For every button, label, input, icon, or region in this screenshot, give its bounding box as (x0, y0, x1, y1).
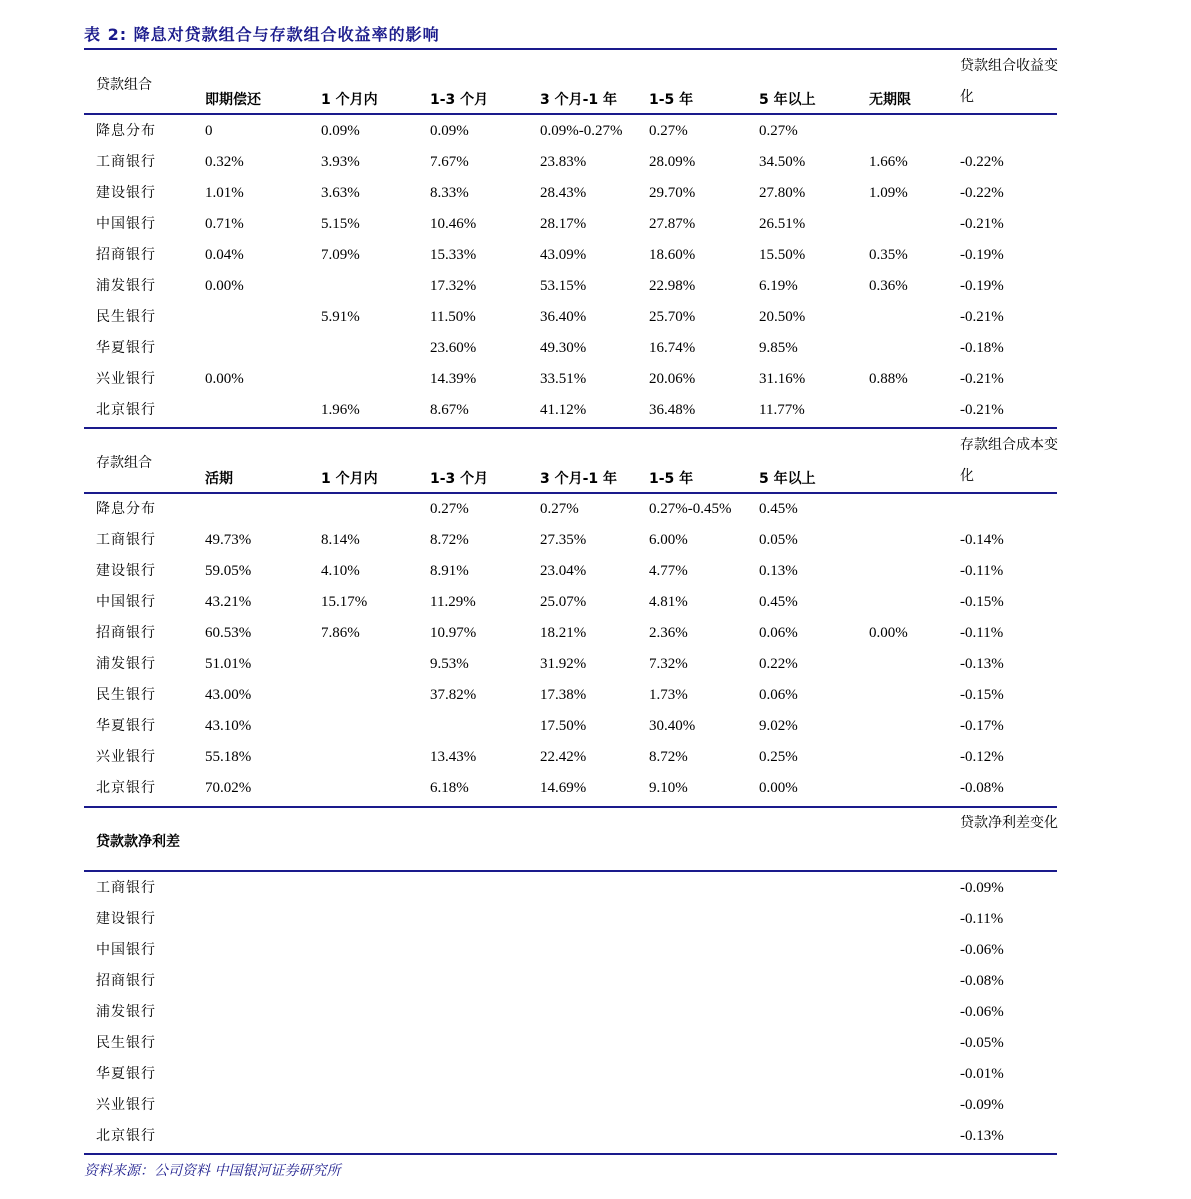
table-cell: 7.67% (430, 154, 469, 170)
table-cell: 30.40% (649, 718, 696, 734)
deposit-header-col: 活期 (205, 471, 233, 487)
table-cell: 49.30% (540, 340, 587, 356)
table-cell: 41.12% (540, 402, 587, 418)
row-label: 兴业银行 (96, 371, 156, 387)
row-label: 浦发银行 (96, 278, 156, 294)
table-cell: 0.27%-0.45% (649, 501, 732, 517)
table-cell: 16.74% (649, 340, 696, 356)
loan-header-col: 即期偿还 (205, 92, 261, 108)
table-cell: 23.04% (540, 563, 587, 579)
table-title: 表 2: 降息对贷款组合与存款组合收益率的影响 (84, 25, 440, 44)
table-cell: 20.06% (649, 371, 696, 387)
table-cell: 15.17% (321, 594, 368, 610)
table-cell: 11.50% (430, 309, 476, 325)
row-label: 招商银行 (96, 247, 156, 263)
deposit-cost-change-header: 存款组合成本变化 (960, 437, 1058, 484)
deposit-section-label: 存款组合 (96, 455, 152, 471)
table-cell: 0.45% (759, 501, 798, 517)
row-label: 建设银行 (96, 563, 156, 579)
table-cell: 29.70% (649, 185, 696, 201)
table-cell: -0.06% (960, 1004, 1004, 1020)
row-label: 北京银行 (96, 402, 156, 418)
table-cell: 3.93% (321, 154, 360, 170)
table-cell: 70.02% (205, 780, 252, 796)
row-label: 华夏银行 (96, 718, 156, 734)
table-cell: 18.21% (540, 625, 587, 641)
table-cell: 7.86% (321, 625, 360, 641)
table-cell: 2.36% (649, 625, 688, 641)
table-cell: 0.71% (205, 216, 244, 232)
table-cell: 43.10% (205, 718, 252, 734)
row-label: 中国银行 (96, 594, 156, 610)
table-cell: 27.35% (540, 532, 587, 548)
table-row (84, 556, 1057, 587)
table-cell: -0.08% (960, 780, 1004, 796)
table-row (84, 618, 1057, 649)
table-cell: 43.09% (540, 247, 587, 263)
table-row (84, 680, 1057, 711)
loan-header-col: 1-3 个月 (430, 92, 489, 108)
table-cell: 1.73% (649, 687, 688, 703)
table-cell: -0.09% (960, 880, 1004, 896)
table-cell: -0.12% (960, 749, 1004, 765)
row-label: 兴业银行 (96, 749, 156, 765)
row-label: 浦发银行 (96, 1004, 156, 1020)
table-cell: 0.00% (205, 371, 244, 387)
deposit-header-col: 1 个月内 (321, 471, 378, 487)
table-cell: 33.51% (540, 371, 587, 387)
table-cell: 9.85% (759, 340, 798, 356)
table-cell: 27.87% (649, 216, 696, 232)
table-cell: 20.50% (759, 309, 806, 325)
deposit-bottom-rule (84, 806, 1057, 808)
table-cell: 34.50% (759, 154, 806, 170)
table-cell: -0.06% (960, 942, 1004, 958)
loan-header-rule (84, 113, 1057, 115)
table-cell: 9.02% (759, 718, 798, 734)
table-cell: 8.14% (321, 532, 360, 548)
table-cell: -0.09% (960, 1097, 1004, 1113)
table-cell: 59.05% (205, 563, 252, 579)
table-cell: -0.08% (960, 973, 1004, 989)
table-cell: -0.17% (960, 718, 1004, 734)
row-label: 建设银行 (96, 185, 156, 201)
table-cell: 0.27% (759, 123, 798, 139)
table-cell: -0.18% (960, 340, 1004, 356)
table-cell: 23.60% (430, 340, 477, 356)
loan-bottom-rule (84, 427, 1057, 429)
table-cell: 0.88% (869, 371, 908, 387)
loan-section-label: 贷款组合 (96, 77, 152, 93)
table-cell: -0.21% (960, 216, 1004, 232)
table-row (84, 1028, 1057, 1059)
table-cell: 0.13% (759, 563, 798, 579)
table-cell: 3.63% (321, 185, 360, 201)
table-cell: 43.21% (205, 594, 252, 610)
table-cell: 0.32% (205, 154, 244, 170)
table-cell: 36.40% (540, 309, 587, 325)
row-label: 民生银行 (96, 309, 156, 325)
table-cell: -0.11% (960, 625, 1004, 641)
nim-section-label: 贷款款净利差 (96, 834, 180, 850)
table-cell: 36.48% (649, 402, 696, 418)
table-cell: -0.22% (960, 154, 1004, 170)
table-cell: 10.97% (430, 625, 477, 641)
table-row (84, 904, 1057, 935)
row-label: 华夏银行 (96, 340, 156, 356)
table-cell: 51.01% (205, 656, 252, 672)
table-row (84, 873, 1057, 904)
table-cell: 5.15% (321, 216, 360, 232)
table-row (84, 1059, 1057, 1090)
table-cell: 1.09% (869, 185, 908, 201)
table-cell: 8.67% (430, 402, 469, 418)
table-cell: 60.53% (205, 625, 252, 641)
table-cell: 0.25% (759, 749, 798, 765)
row-label: 华夏银行 (96, 1066, 156, 1082)
table-cell: 1.66% (869, 154, 908, 170)
table-cell: -0.21% (960, 371, 1004, 387)
nim-change-header: 贷款净利差变化 (960, 815, 1058, 831)
table-cell: 43.00% (205, 687, 252, 703)
deposit-header-col: 3 个月-1 年 (540, 471, 618, 487)
table-cell: 8.72% (649, 749, 688, 765)
table-row (84, 333, 1057, 364)
table-row (84, 711, 1057, 742)
table-cell: 18.60% (649, 247, 696, 263)
row-label: 工商银行 (96, 154, 156, 170)
table-cell: 0.22% (759, 656, 798, 672)
top-rule (84, 48, 1057, 50)
table-cell: 4.77% (649, 563, 688, 579)
table-cell: 4.10% (321, 563, 360, 579)
table-cell: 8.91% (430, 563, 469, 579)
table-cell: -0.13% (960, 656, 1004, 672)
table-cell: 27.80% (759, 185, 806, 201)
table-row (84, 147, 1057, 178)
table-cell: 25.07% (540, 594, 587, 610)
loan-yield-change-header: 贷款组合收益变化 (960, 58, 1058, 105)
deposit-header-col: 5 年以上 (759, 471, 816, 487)
table-cell: 0.09% (321, 123, 360, 139)
table-cell: -0.15% (960, 594, 1004, 610)
loan-header-col: 3 个月-1 年 (540, 92, 618, 108)
table-cell: 0.00% (205, 278, 244, 294)
table-cell: 25.70% (649, 309, 696, 325)
table-cell: 0.00% (759, 780, 798, 796)
table-cell: -0.22% (960, 185, 1004, 201)
table-cell: 0.06% (759, 625, 798, 641)
table-cell: 17.38% (540, 687, 587, 703)
row-label: 工商银行 (96, 880, 156, 896)
table-cell: 0.05% (759, 532, 798, 548)
table-cell: 6.00% (649, 532, 688, 548)
row-label: 民生银行 (96, 1035, 156, 1051)
table-cell: 37.82% (430, 687, 477, 703)
table-row (84, 587, 1057, 618)
table-cell: 0.00% (869, 625, 908, 641)
table-row (84, 209, 1057, 240)
table-cell: 17.50% (540, 718, 587, 734)
table-cell: 14.69% (540, 780, 587, 796)
table-cell: 0.27% (540, 501, 579, 517)
nim-header-rule (84, 870, 1057, 872)
table-cell: 31.92% (540, 656, 587, 672)
table-cell: 6.18% (430, 780, 469, 796)
table-cell: 28.17% (540, 216, 587, 232)
table-cell: -0.19% (960, 247, 1004, 263)
table-row (84, 1090, 1057, 1121)
row-label: 北京银行 (96, 780, 156, 796)
table-cell: 31.16% (759, 371, 806, 387)
table-cell: 5.91% (321, 309, 360, 325)
table-row (84, 302, 1057, 333)
table-cell: -0.21% (960, 402, 1004, 418)
table-cell: 7.09% (321, 247, 360, 263)
table-row (84, 742, 1057, 773)
table-row (84, 1121, 1057, 1152)
table-row (84, 240, 1057, 271)
table-cell: 9.53% (430, 656, 469, 672)
table-cell: 0.36% (869, 278, 908, 294)
loan-header-col: 1 个月内 (321, 92, 378, 108)
table-row (84, 649, 1057, 680)
row-label: 兴业银行 (96, 1097, 156, 1113)
bottom-rule (84, 1153, 1057, 1155)
table-cell: 0.35% (869, 247, 908, 263)
loan-header-col: 1-5 年 (649, 92, 694, 108)
table-cell: 0.45% (759, 594, 798, 610)
table-cell: 11.77% (759, 402, 805, 418)
deposit-header-col: 1-3 个月 (430, 471, 489, 487)
table-row (84, 525, 1057, 556)
table-cell: 11.29% (430, 594, 476, 610)
table-cell: 0.27% (649, 123, 688, 139)
loan-header-col: 5 年以上 (759, 92, 816, 108)
table-cell: 7.32% (649, 656, 688, 672)
table-cell: -0.11% (960, 563, 1004, 579)
row-label: 浦发银行 (96, 656, 156, 672)
table-cell: 22.42% (540, 749, 587, 765)
table-cell: 0 (205, 123, 213, 139)
table-cell: 26.51% (759, 216, 806, 232)
table-row (84, 997, 1057, 1028)
table-cell: -0.11% (960, 911, 1004, 927)
table-cell: 22.98% (649, 278, 696, 294)
table-row (84, 178, 1057, 209)
table-row (84, 271, 1057, 302)
table-row (84, 935, 1057, 966)
table-row (84, 966, 1057, 997)
row-label: 招商银行 (96, 625, 156, 641)
table-cell: 10.46% (430, 216, 477, 232)
table-cell: 17.32% (430, 278, 477, 294)
table-cell: -0.01% (960, 1066, 1004, 1082)
table-cell: 23.83% (540, 154, 587, 170)
table-cell: -0.15% (960, 687, 1004, 703)
table-cell: 0.04% (205, 247, 244, 263)
table-cell: 15.33% (430, 247, 477, 263)
table-cell: 49.73% (205, 532, 252, 548)
table-row (84, 395, 1057, 426)
row-label: 中国银行 (96, 216, 156, 232)
table-cell: -0.21% (960, 309, 1004, 325)
row-label: 中国银行 (96, 942, 156, 958)
row-label: 建设银行 (96, 911, 156, 927)
source-note: 资料来源：公司资料 中国银河证券研究所 (84, 1163, 341, 1179)
table-row (84, 116, 1057, 147)
table-cell: 8.33% (430, 185, 469, 201)
table-cell: -0.05% (960, 1035, 1004, 1051)
table-cell: 28.09% (649, 154, 696, 170)
table-cell: 13.43% (430, 749, 477, 765)
row-label: 工商银行 (96, 532, 156, 548)
table-cell: 14.39% (430, 371, 477, 387)
table-row (84, 494, 1057, 525)
row-label: 民生银行 (96, 687, 156, 703)
table-cell: 0.09%-0.27% (540, 123, 623, 139)
table-cell: 1.96% (321, 402, 360, 418)
table-cell: 0.09% (430, 123, 469, 139)
table-cell: 28.43% (540, 185, 587, 201)
table-cell: 4.81% (649, 594, 688, 610)
table-cell: 0.06% (759, 687, 798, 703)
table-cell: -0.19% (960, 278, 1004, 294)
table-cell: -0.14% (960, 532, 1004, 548)
row-label: 降息分布 (96, 123, 156, 139)
table-cell: 53.15% (540, 278, 587, 294)
table-row (84, 364, 1057, 395)
row-label: 降息分布 (96, 501, 156, 517)
row-label: 招商银行 (96, 973, 156, 989)
table-cell: -0.13% (960, 1128, 1004, 1144)
table-row (84, 773, 1057, 804)
table-cell: 15.50% (759, 247, 806, 263)
table-cell: 55.18% (205, 749, 252, 765)
table-cell: 6.19% (759, 278, 798, 294)
table-cell: 0.27% (430, 501, 469, 517)
table-cell: 1.01% (205, 185, 244, 201)
table-cell: 8.72% (430, 532, 469, 548)
loan-header-col: 无期限 (869, 92, 911, 108)
table-cell: 9.10% (649, 780, 688, 796)
deposit-header-col: 1-5 年 (649, 471, 694, 487)
row-label: 北京银行 (96, 1128, 156, 1144)
